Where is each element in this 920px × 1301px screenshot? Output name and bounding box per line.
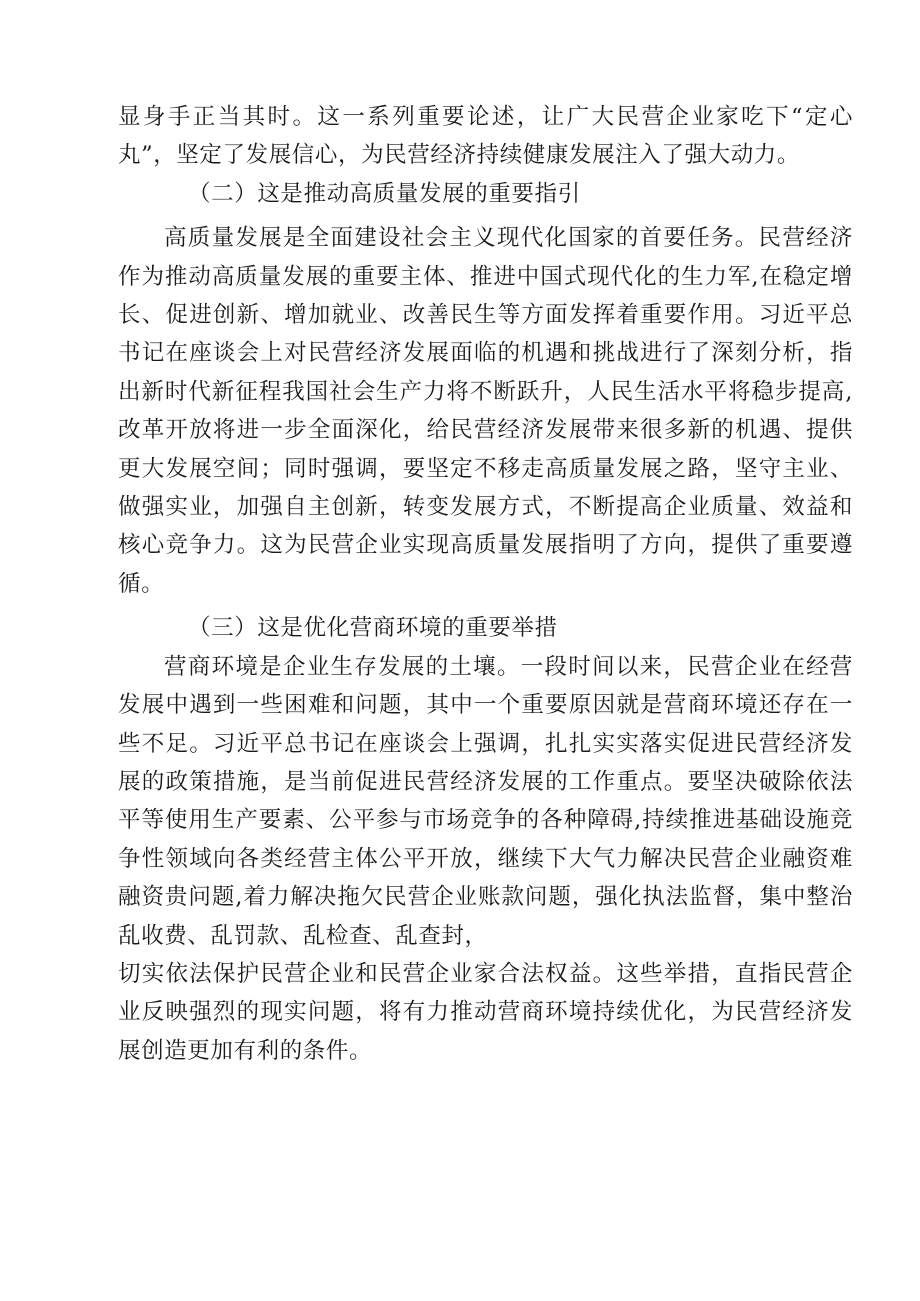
document-body [118, 98, 853, 1070]
paragraph-high-quality-development: 高质量发展是全面建设社会主义现代化国家的首要任务。民营经济作为推动高质量发展的重要主体、推进中国式现代化的生力军,在稳定增长、促进创新、增加就业、改善民生等方面发挥着重要作用。习近平总书记在座谈会上对民营经济发展面临的机遇和挑战进行了深刻分析，指出新时代新征程我国社会生产力将不断跃升，人民生活水平将稳步提高,改革开放将进一步全面深化，给民营经济发展带来很多新的机遇、提供更大发展空间；同时强调，要坚定不移走高质量发展之路，坚守主业、做强实业，加强自主创新，转变发展方式，不断提高企业质量、效益和核心竞争力。这为民营企业实现高质量发展指明了方向，提供了重要遵循。 [118, 225, 853, 597]
section-heading-2: （二）这是推动高质量发展的重要指引 [188, 180, 581, 207]
paragraph-business-environment: 营商环境是企业生存发展的土壤。一段时间以来，民营企业在经营发展中遇到一些困难和问题，其中一个重要原因就是营商环境还存在一些不足。习近平总书记在座谈会上强调，扎扎实实落实促进民营经济发展的政策措施，是当前促进民营经济发展的工作重点。要坚决破除依法平等使用生产要素、公平参与市场竞争的各种障碍,持续推进基础设施竞争性领域向各类经营主体公平开放，继续下大气力解决民营企业融资难融资贵问题,着力解决拖欠民营企业账款问题，强化执法监督，集中整治乱收费、乱罚款、乱检查、乱查封， [118, 653, 853, 949]
section-heading-3: （三）这是优化营商环境的重要举措 [188, 615, 558, 642]
paragraph-continued-closing: 切实依法保护民营企业和民营企业家合法权益。这些举措，直指民营企业反映强烈的现实问题，将有力推动营商环境持续优化，为民营经济发展创造更加有利的条件。 [118, 960, 853, 1064]
paragraph-continued-intro: 显身手正当其时。这一系列重要论述，让广大民营企业家吃下“定心丸”，坚定了发展信心，为民营经济持续健康发展注入了强大动力。 [118, 104, 853, 169]
